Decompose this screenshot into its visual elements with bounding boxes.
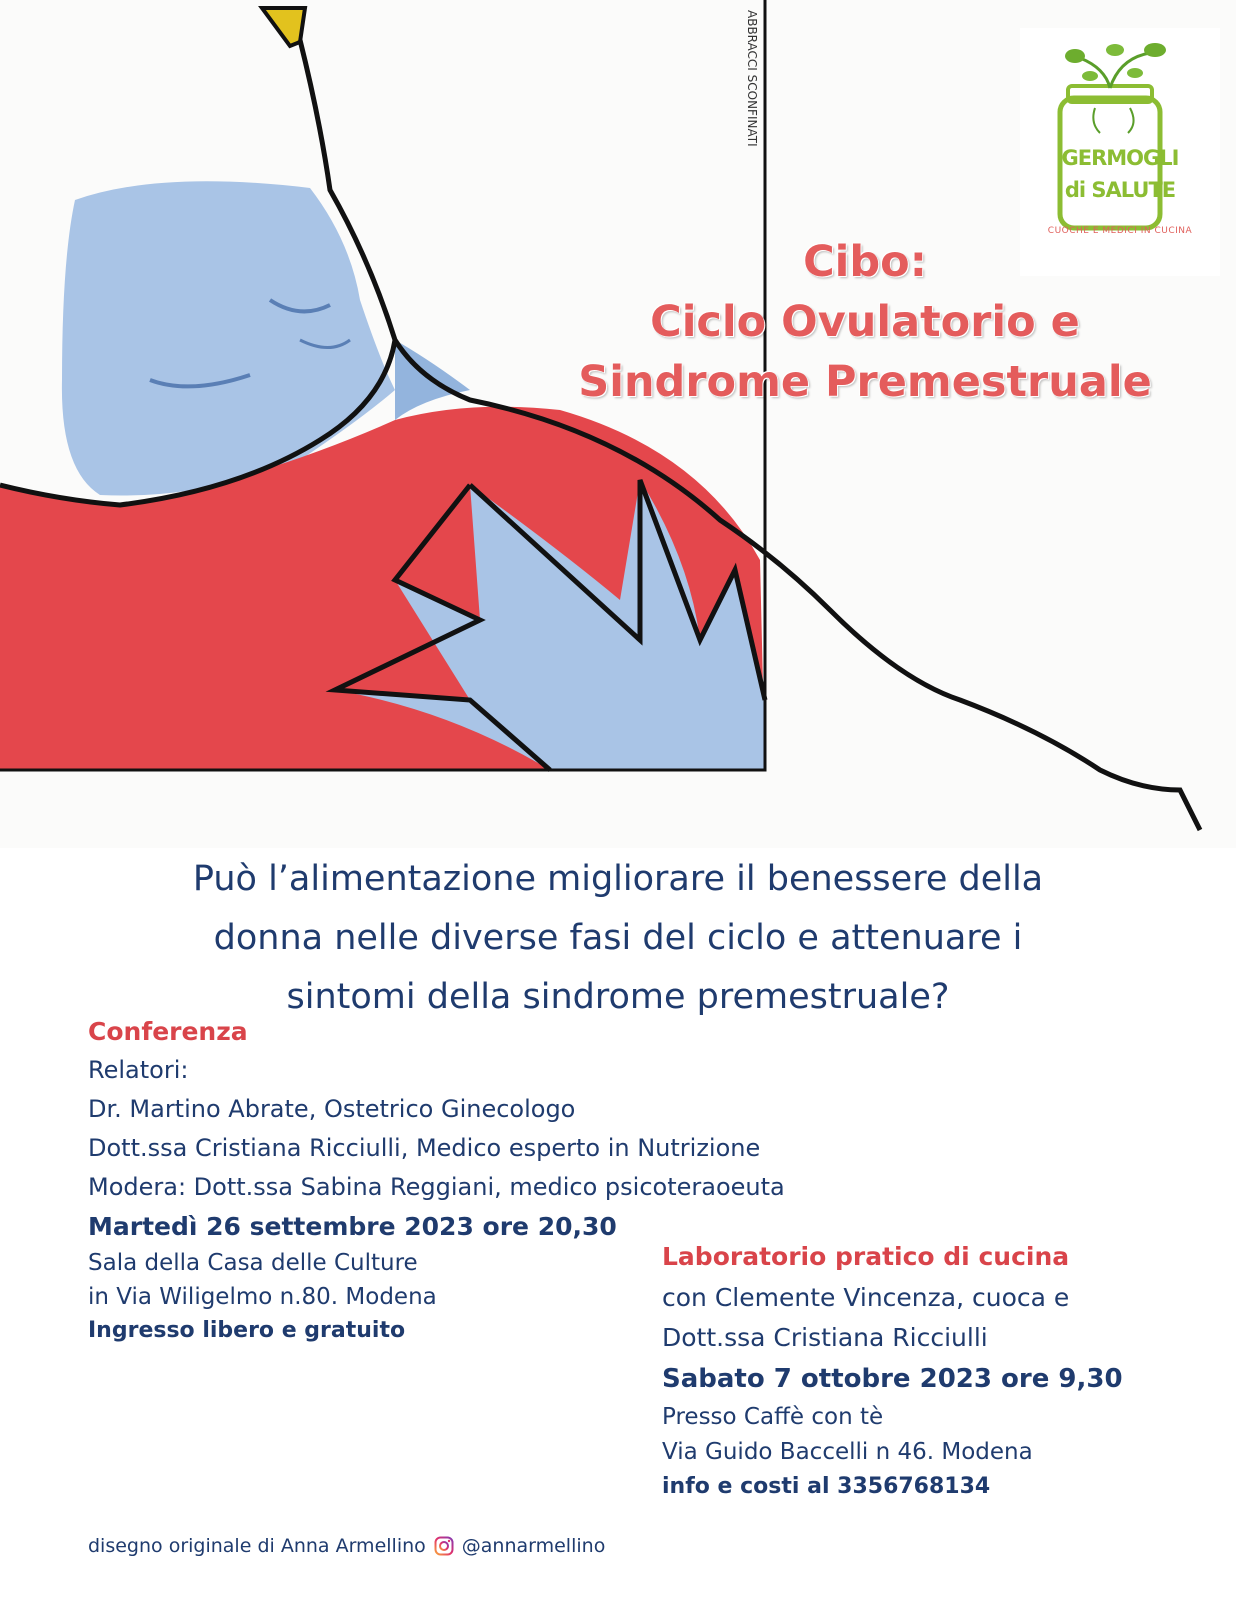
title-line3: Sindrome Premestruale — [578, 357, 1152, 407]
lab-with-1: con Clemente Vincenza, cuoca e — [662, 1283, 1070, 1312]
lab-heading: Laboratorio pratico di cucina — [662, 1242, 1070, 1271]
speakers-label: Relatori: — [88, 1056, 189, 1084]
lab-info: info e costi al 3356768134 — [662, 1474, 991, 1499]
conference-heading: Conferenza — [88, 1017, 248, 1046]
lab-date: Sabato 7 ottobre 2023 ore 9,30 — [662, 1364, 1123, 1394]
speaker-1: Dr. Martino Abrate, Ostetrico Ginecologo — [88, 1095, 576, 1123]
logo-line1: GERMOGLI — [1061, 146, 1179, 170]
lab-venue-1: Presso Caffè con tè — [662, 1404, 884, 1430]
logo-line2: di SALUTE — [1064, 178, 1176, 202]
conference-entry: Ingresso libero e gratuito — [88, 1318, 406, 1343]
question-line1: Può l’alimentazione migliorare il benessere della — [192, 859, 1044, 899]
title-line1: Cibo: — [803, 237, 927, 287]
credit-text: disegno originale di Anna Armellino — [88, 1535, 426, 1557]
conference-venue-2: in Via Wiligelmo n.80. Modena — [88, 1284, 437, 1310]
instagram-handle[interactable]: @annarmellino — [461, 1535, 606, 1557]
logo-tagline: CUOCHE E MEDICI IN CUCINA — [1047, 226, 1193, 236]
question-line3: sintomi della sindrome premestruale? — [286, 977, 950, 1017]
speaker-2: Dott.ssa Cristiana Ricciulli, Medico esperto in Nutrizione — [88, 1134, 761, 1162]
main-question — [60, 850, 1176, 1027]
conference-venue-1: Sala della Casa delle Culture — [88, 1250, 418, 1276]
yellow-shape — [262, 8, 305, 46]
instagram-icon[interactable] — [434, 1536, 454, 1556]
question-line2: donna nelle diverse fasi del ciclo e attenuare i — [213, 918, 1023, 958]
sketch-caption: ABBRACCI SCONFINATI — [745, 10, 759, 147]
drawing-credit — [88, 1535, 605, 1557]
lab-section — [662, 1236, 1222, 1504]
lab-with-2: Dott.ssa Cristiana Ricciulli — [662, 1323, 988, 1352]
lab-venue-2: Via Guido Baccelli n 46. Modena — [662, 1439, 1033, 1465]
event-title — [560, 232, 1170, 412]
conference-date: Martedì 26 settembre 2023 ore 20,30 — [88, 1212, 617, 1241]
moderator: Modera: Dott.ssa Sabina Reggiani, medico psicoteraoeuta — [88, 1173, 785, 1201]
title-line2: Ciclo Ovulatorio e — [650, 297, 1080, 347]
